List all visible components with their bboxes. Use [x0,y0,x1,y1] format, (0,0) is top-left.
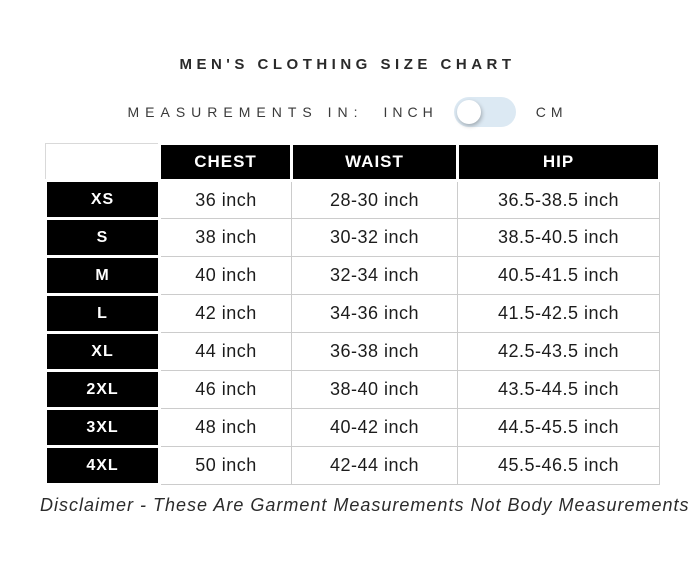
table-row [46,447,660,485]
chest-cell: 36 inch [160,181,292,219]
hip-cell: 41.5-42.5 inch [458,295,660,333]
chest-cell: 48 inch [160,409,292,447]
size-label-cell: XS [46,181,160,219]
hip-cell: 42.5-43.5 inch [458,333,660,371]
chest-cell: 38 inch [160,219,292,257]
waist-cell: 28-30 inch [292,181,458,219]
waist-cell: 42-44 inch [292,447,458,485]
column-header-hip: HIP [458,144,660,181]
unit-switcher-row [0,97,695,127]
table-row [46,371,660,409]
chest-cell: 42 inch [160,295,292,333]
waist-cell: 32-34 inch [292,257,458,295]
waist-cell: 36-38 inch [292,333,458,371]
chest-cell: 46 inch [160,371,292,409]
measurements-in-label: MEASUREMENTS IN: [127,104,364,120]
unit-option-cm[interactable]: CM [535,104,568,120]
size-label-cell: S [46,219,160,257]
unit-toggle-knob[interactable] [457,100,481,124]
chest-cell: 50 inch [160,447,292,485]
corner-cell [46,144,160,181]
column-header-chest: CHEST [160,144,292,181]
hip-cell: 44.5-45.5 inch [458,409,660,447]
hip-cell: 38.5-40.5 inch [458,219,660,257]
hip-cell: 36.5-38.5 inch [458,181,660,219]
hip-cell: 40.5-41.5 inch [458,257,660,295]
chest-cell: 40 inch [160,257,292,295]
size-label-cell: 4XL [46,447,160,485]
size-label-cell: 3XL [46,409,160,447]
size-label-cell: M [46,257,160,295]
hip-cell: 45.5-46.5 inch [458,447,660,485]
size-label-cell: L [46,295,160,333]
hip-cell: 43.5-44.5 inch [458,371,660,409]
table-row [46,333,660,371]
size-chart-table [44,142,661,486]
page-title: MEN'S CLOTHING SIZE CHART [179,56,516,73]
unit-option-inch[interactable]: INCH [383,104,438,120]
table-row [46,219,660,257]
chest-cell: 44 inch [160,333,292,371]
waist-cell: 38-40 inch [292,371,458,409]
table-row [46,295,660,333]
waist-cell: 40-42 inch [292,409,458,447]
table-row [46,181,660,219]
disclaimer-text: Disclaimer - These Are Garment Measurements Not Body Measurements [40,495,690,515]
waist-cell: 34-36 inch [292,295,458,333]
table-row [46,409,660,447]
waist-cell: 30-32 inch [292,219,458,257]
unit-toggle[interactable] [454,97,516,127]
table-header-row [46,144,660,181]
size-label-cell: 2XL [46,371,160,409]
table-row [46,257,660,295]
size-label-cell: XL [46,333,160,371]
column-header-waist: WAIST [292,144,458,181]
